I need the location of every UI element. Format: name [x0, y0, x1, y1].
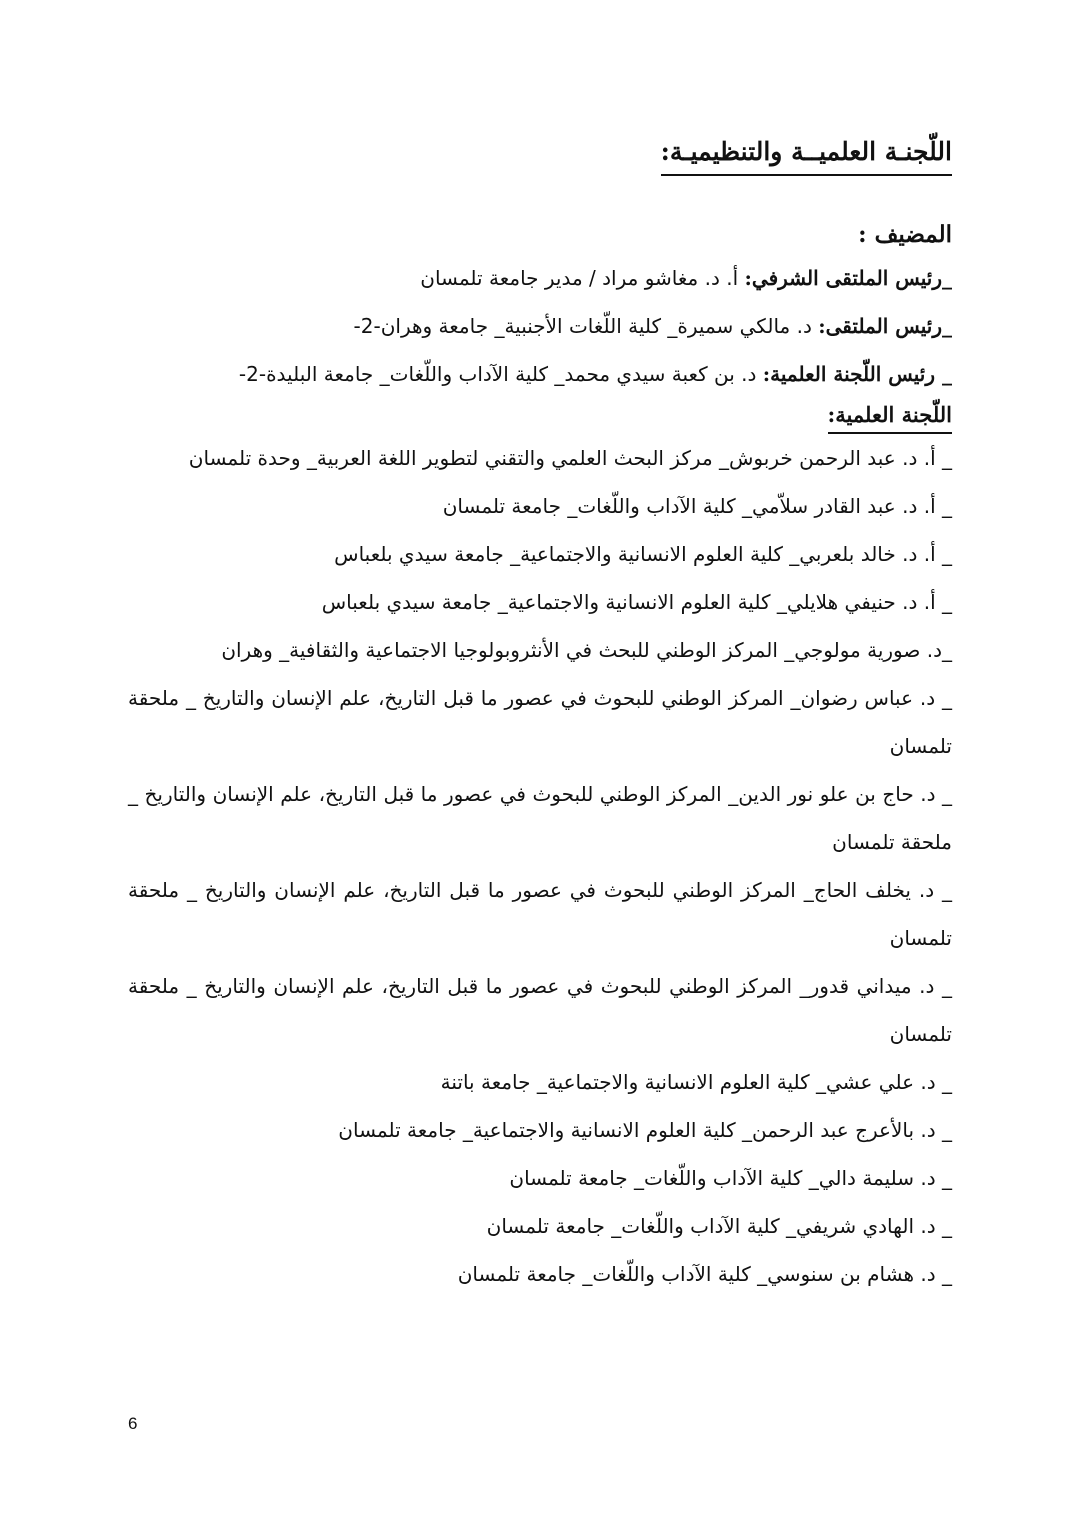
- page-number: 6: [128, 1414, 138, 1433]
- chair-label: _رئيس الملتقى:: [818, 314, 952, 338]
- member-item: _ د. علي عشي_ كلية العلوم الانسانية والاجتماعية_ جامعة باتنة: [440, 1070, 952, 1094]
- page-title: اللّجنـة العلميــة والتنظيميـة:: [661, 132, 952, 176]
- member-item: _د. صورية مولوجي_ المركز الوطني للبحث في الأنثروبولوجيا الاجتماعية والثقافية_ وهران: [221, 638, 952, 662]
- members-list: [128, 434, 952, 1298]
- member-item: _ د. يخلف الحاج_ المركز الوطني للبحوث في عصور ما قبل التاريخ، علم الإنسان والتاريخ _ ملحقة تلمسان: [128, 878, 952, 950]
- member-item: _ د. سليمة دالي_ كلية الآداب واللّغات_ جامعة تلمسان: [509, 1166, 952, 1190]
- honorary-chair-label: _رئيس الملتقى الشرفي:: [744, 266, 952, 290]
- honorary-chair-value: أ. د. مغاشو مراد / مدير جامعة تلمسان: [420, 266, 739, 290]
- chair-value: د. مالكي سميرة_ كلية اللّغات الأجنبية_ جامعة وهران-2-: [353, 314, 812, 338]
- member-item: _ د. بالأعرج عبد الرحمن_ كلية العلوم الانسانية والاجتماعية_ جامعة تلمسان: [338, 1118, 952, 1142]
- committee-heading: اللّجنة العلمية:: [828, 398, 952, 434]
- member-item: _ د. هشام بن سنوسي_ كلية الآداب واللّغات_ جامعة تلمسان: [457, 1262, 952, 1286]
- member-item: _ أ. د. عبد الرحمن خربوش_ مركز البحث العلمي والتقني لتطوير اللغة العربية_ وحدة تلمسان: [188, 446, 952, 470]
- member-item: _ د. الهادي شريفي_ كلية الآداب واللّغات_ جامعة تلمسان: [486, 1214, 952, 1238]
- member-item: _ أ. د. خالد بلعربي_ كلية العلوم الانسانية والاجتماعية_ جامعة سيدي بلعباس: [334, 542, 952, 566]
- scientific-chair-label: _ رئيس اللّجنة العلمية:: [762, 362, 952, 386]
- member-item: _ د. عباس رضوان_ المركز الوطني للبحوث في عصور ما قبل التاريخ، علم الإنسان والتاريخ _ ملحقة تلمسان: [128, 686, 952, 758]
- scientific-chair-line: [128, 350, 952, 398]
- scientific-chair-value: د. بن كعبة سيدي محمد_ كلية الآداب واللّغات_ جامعة البليدة-2-: [238, 362, 757, 386]
- member-item: _ د. ميداني قدور_ المركز الوطني للبحوث في عصور ما قبل التاريخ، علم الإنسان والتاريخ _ ملحقة تلمسان: [128, 974, 952, 1046]
- hosts-label: المضيف :: [858, 221, 952, 248]
- member-item: _ أ. د. حنيفي هلايلي_ كلية العلوم الانسانية والاجتماعية_ جامعة سيدي بلعباس: [321, 590, 952, 614]
- member-item: _ د. حاج بن علو نور الدين_ المركز الوطني للبحوث في عصور ما قبل التاريخ، علم الإنسان والتاريخ _ ملحقة تلمسان: [128, 782, 952, 854]
- member-item: _ أ. د. عبد القادر سلاّمي_ كلية الآداب واللّغات_ جامعة تلمسان: [442, 494, 952, 518]
- honorary-chair-line: [128, 254, 952, 302]
- document-body: [128, 132, 952, 1298]
- chair-line: [128, 302, 952, 350]
- committee-heading-wrap: [128, 398, 952, 434]
